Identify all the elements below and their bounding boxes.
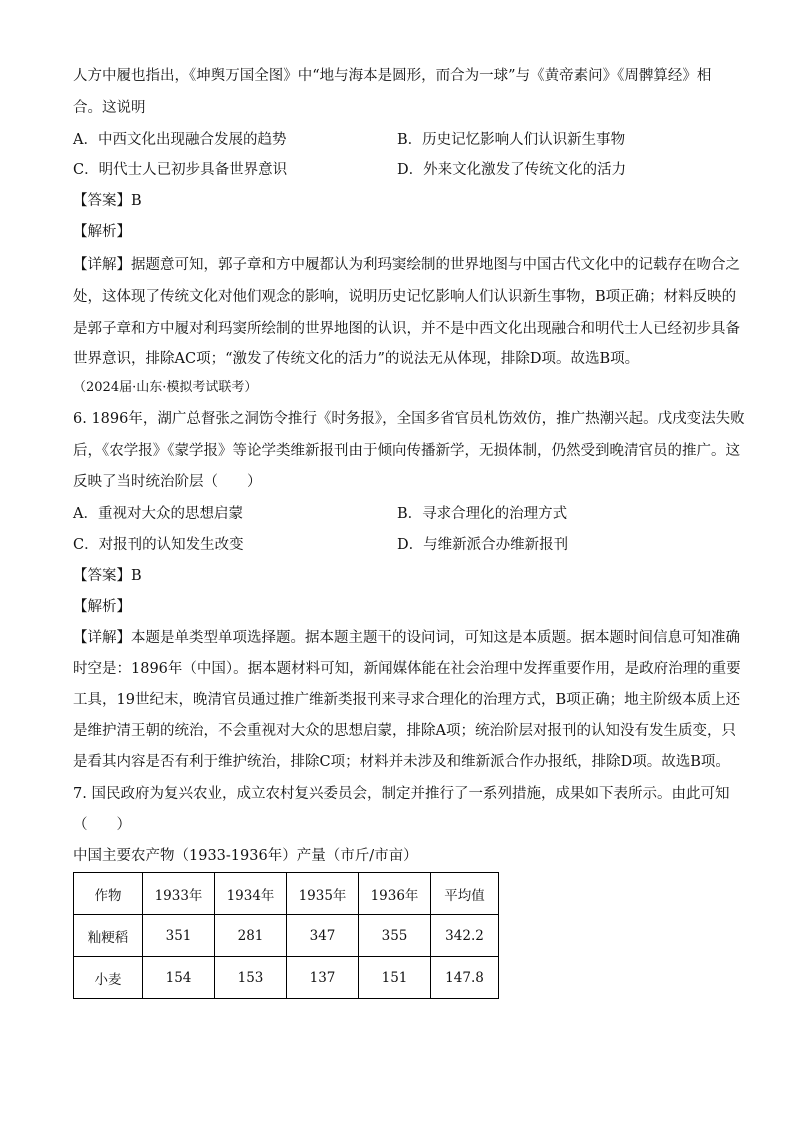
q6-answer: 【答案】B [73, 568, 142, 584]
table-cell: 153 [215, 957, 287, 999]
table-cell: 147.8 [431, 957, 499, 999]
q5-option-d: D．外来文化激发了传统文化的活力 [397, 162, 627, 178]
q6-option-a: A．重视对大众的思想启蒙 [73, 506, 243, 522]
q5-answer: 【答案】B [73, 193, 142, 209]
q6-detail-line: 时空是：1896年（中国）。据本题材料可知，新闻媒体能在社会治理中发挥重要作用，是政府治理的重要 [73, 661, 741, 677]
q6-option-c: C．对报刊的认知发生改变 [73, 537, 244, 553]
q5-option-b: B．历史记忆影响人们认识新生事物 [397, 132, 626, 148]
q6-stem-line: 后，《农学报》《蒙学报》等论学类维新报刊由于倾向传播新学，无损体制，仍然受到晚清官员的推广。这 [73, 443, 740, 459]
q5-stem-line: 人方中履也指出，《坤舆万国全图》中“地与海本是圆形，而合为一球”与《黄帝素问》《周髀算经》相 [73, 68, 712, 84]
q5-analysis-label: 【解析】 [73, 224, 131, 240]
table-row [74, 915, 499, 957]
table-header-cell: 平均值 [431, 873, 499, 915]
table-cell: 小麦 [74, 957, 143, 999]
q6-analysis-label: 【解析】 [73, 599, 131, 615]
table-cell: 342.2 [431, 915, 499, 957]
table-cell: 154 [143, 957, 215, 999]
q5-option-a: A．中西文化出现融合发展的趋势 [73, 132, 287, 148]
q5-detail-line: 处，这体现了传统文化对他们观念的影响，说明历史记忆影响人们认识新生事物，B项正确；材料反映的 [73, 289, 737, 305]
q5-stem-line: 合。这说明 [73, 100, 146, 116]
table-header-row [74, 873, 499, 915]
table-cell: 籼粳稻 [74, 915, 143, 957]
table-cell: 347 [287, 915, 359, 957]
q7-table-caption: 中国主要农产物（1933-1936年）产量（市斤/市亩） [73, 848, 418, 864]
q5-detail-line: 世界意识，排除AC项；“激发了传统文化的活力”的说法无从体现，排除D项。故选B项。 [73, 351, 640, 367]
table-header-cell: 1935年 [287, 873, 359, 915]
q5-option-c: C．明代士人已初步具备世界意识 [73, 162, 288, 178]
table-cell: 355 [359, 915, 431, 957]
q6-option-d: D．与维新派合办维新报刊 [397, 537, 569, 553]
table-row [74, 957, 499, 999]
q6-stem-line: 6. 1896年，湖广总督张之洞饬令推行《时务报》，全国多省官员札饬效仿，推广热潮兴起。戊戌变法失败 [73, 411, 745, 427]
q7-stem-line: 7. 国民政府为复兴农业，成立农村复兴委员会，制定并推行了一系列措施，成果如下表所示。由此可知 [73, 786, 730, 802]
table-header-cell: 1936年 [359, 873, 431, 915]
q5-detail-line: 【详解】据题意可知，郭子章和方中履都认为利玛窦绘制的世界地图与中国古代文化中的记载存在吻合之 [73, 257, 740, 273]
q7-stem-line: （ ） [73, 817, 131, 833]
table-cell: 351 [143, 915, 215, 957]
q6-source: （2024届·山东·模拟考试联考） [73, 380, 258, 395]
table-cell: 137 [287, 957, 359, 999]
q6-stem-line: 反映了当时统治阶层（ ） [73, 474, 262, 490]
q6-detail-line: 是看其内容是否有利于维护统治，排除C项；材料并未涉及和维新派合作办报纸，排除D项。故选B项。 [73, 754, 730, 770]
table-header-cell: 作物 [74, 873, 143, 915]
table-cell: 151 [359, 957, 431, 999]
table-header-cell: 1933年 [143, 873, 215, 915]
q5-detail-line: 是郭子章和方中履对利玛窦所绘制的世界地图的认识，并不是中西文化出现融合和明代士人已经初步具备 [73, 321, 740, 337]
q6-detail-line: 工具，19世纪末，晚清官员通过推广维新类报刊来寻求合理化的治理方式，B项正确；地主阶级本质上还 [73, 692, 741, 708]
table-header-cell: 1934年 [215, 873, 287, 915]
table-cell: 281 [215, 915, 287, 957]
crop-yield-table [73, 872, 499, 999]
q6-detail-line: 【详解】本题是单类型单项选择题。据本题主题干的设问词，可知这是本质题。据本题时间信息可知准确 [73, 630, 740, 646]
q6-detail-line: 是维护清王朝的统治，不会重视对大众的思想启蒙，排除A项；统治阶层对报刊的认知没有发生质变，只 [73, 723, 736, 739]
q6-option-b: B．寻求合理化的治理方式 [397, 506, 568, 522]
